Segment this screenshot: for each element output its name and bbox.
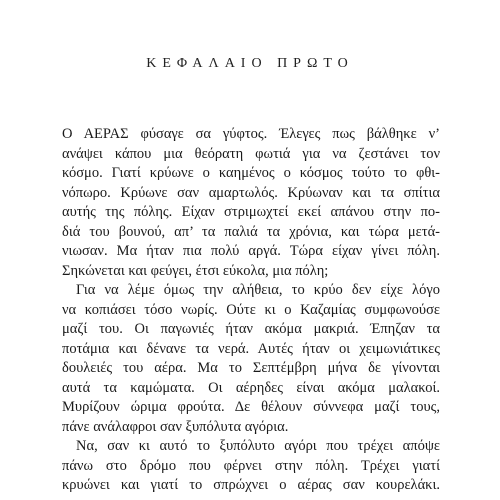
text-line: αυτής της πόλης. Είχαν στριμωχτεί εκεί απάνου στην πο- (62, 204, 440, 220)
text-line: κρυώνει και γιατί το σπρώχνει ο αέρας σαν κουρελάκι. (62, 477, 440, 493)
text-line: Σηκώνεται και φεύγει, έτσι εύκολα, μια πόλη; (62, 262, 329, 279)
text-line: μαζί του. Οι παγωνιές ήταν ακόμα μακριά. Έπηζαν τα (62, 321, 440, 337)
text-line: δουλειές του αέρα. Μα το Σεπτέμβρη μήνα δε γίνονται (62, 360, 440, 376)
text-line: διά του βουνού, απ’ τα παλιά τα χρόνια, και τώρα μετά- (62, 223, 440, 240)
text-line: πάνω στο δρόμο που φέρνει στην πόλη. Τρέχει γιατί (62, 457, 440, 474)
text-line: Να, σαν κι αυτό το ξυπόλυτο αγόρι που τρέχει απόψε (76, 438, 440, 454)
text-line: πάνε ανάλαφροι σαν ξυπόλυτα αγόρια. (62, 418, 289, 435)
chapter-title: ΚΕΦΑΛΑΙΟ ΠΡΩΤΟ (146, 56, 354, 71)
text-line: νιωσαν. Μα ήταν πια πολύ αργά. Τώρα είχαν γίνει πόλη. (62, 243, 440, 259)
text-line: Ο ΑΕΡΑΣ φύσαγε σα γύφτος. Έλεγες πως βάλθηκε ν’ (62, 126, 440, 142)
text-line: αυτά τα καμώματα. Οι αέρηδες είναι ακόμα μαλακοί. (62, 379, 440, 396)
text-line: ποτάμια και δένανε τα νερά. Αυτές ήταν οι χειμωνιάτικες (62, 340, 440, 357)
text-line: ανάψει κάπου μια θεόρατη φωτιά για να ζεστάνει τον (62, 145, 440, 162)
text-line: Μυρίζουν ώριμα φρούτα. Δε θέλουν σύννεφα μαζί τους, (62, 399, 440, 415)
text-line: Για να λέμε όμως την αλήθεια, το κρύο δεν είχε λόγο (76, 282, 440, 298)
text-line: κόσμο. Γιατί κρύωνε ο καημένος ο κόσμος τούτο το φθι- (62, 165, 440, 181)
text-line: να κοπιάσει τόσο νωρίς. Ούτε κι ο Καζαμίας συμφωνούσε (62, 301, 440, 318)
text-line: νόπωρο. Κρύωνε σαν αμαρτωλός. Κρύωναν και τα σπίτια (62, 184, 440, 201)
chapter-body-text (62, 125, 440, 496)
